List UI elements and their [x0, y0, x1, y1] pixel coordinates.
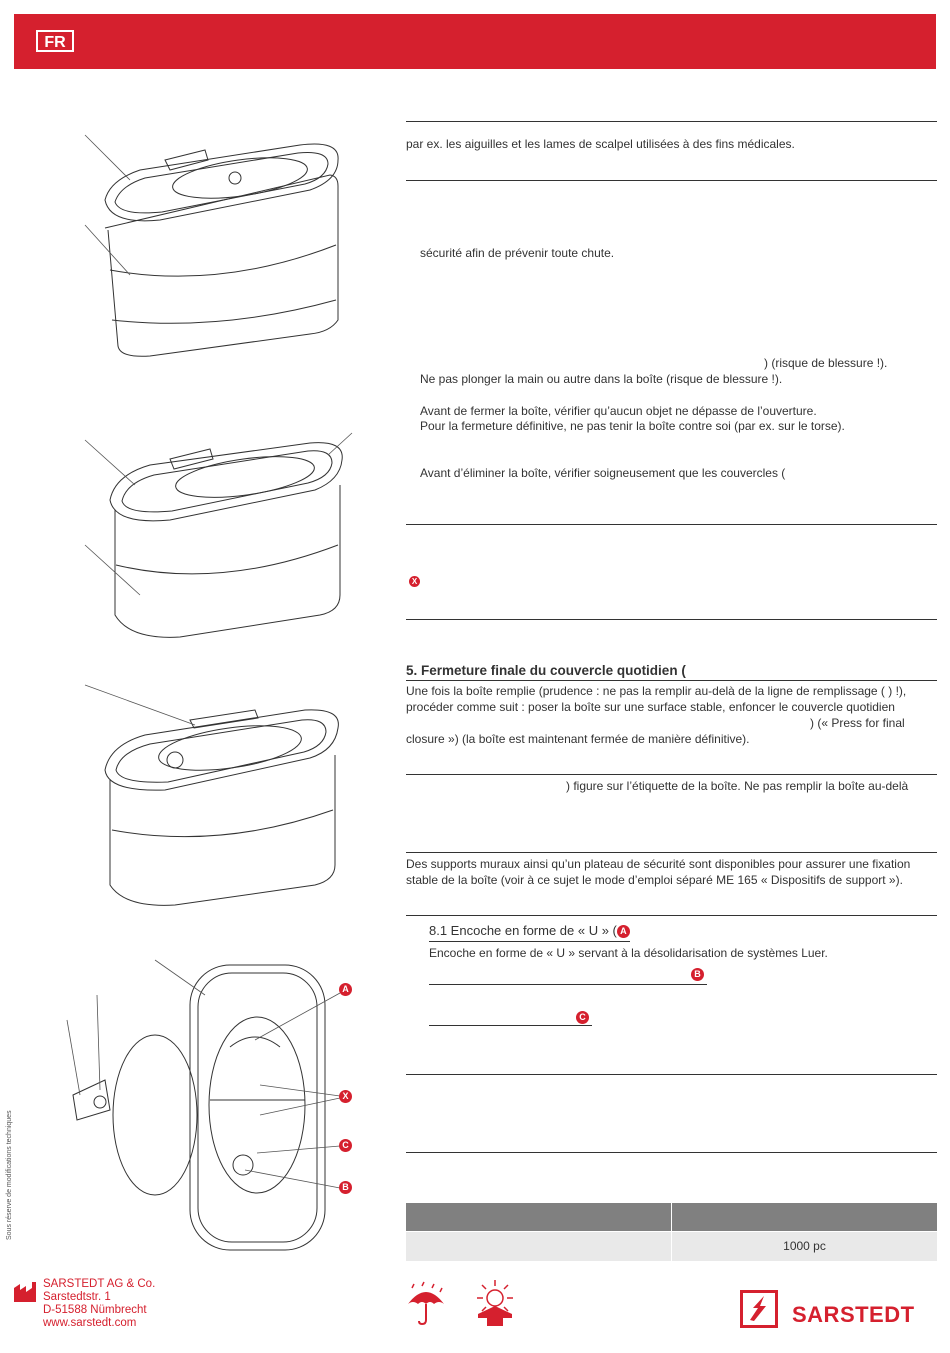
section-divider — [406, 680, 937, 681]
sarstedt-logo-icon — [740, 1290, 778, 1328]
section5-text: procéder comme suit : poser la boîte sur une surface stable, enfoncer le couvercle quotidien — [406, 700, 895, 714]
section-divider — [406, 915, 937, 916]
section-divider — [406, 619, 937, 620]
table-header-cell — [672, 1203, 937, 1231]
section1-text: par ex. les aiguilles et les lames de scalpel utilisées à des fins médicales. — [406, 137, 795, 151]
brand-name: SARSTEDT — [792, 1302, 915, 1327]
section5-text: ) (« Press for final — [810, 716, 905, 730]
illustration-top-view — [55, 955, 365, 1255]
badge-c: C — [576, 1011, 589, 1024]
website[interactable]: www.sarstedt.com — [43, 1317, 137, 1329]
section7-text: stable de la boîte (voir à ce sujet le mode d’emploi séparé ME 165 « Dispositifs de support »). — [406, 873, 903, 887]
subsection-8-2-underline — [429, 984, 707, 985]
section2-text: Ne pas plonger la main ou autre dans la boîte (risque de blessure !). — [420, 372, 783, 386]
section-divider — [406, 1152, 937, 1153]
subsection-8-1-title-text: 8.1 Encoche en forme de « U » ( — [429, 923, 617, 938]
section2-text: Pour la fermeture définitive, ne pas tenir la boîte contre soi (par ex. sur le torse). — [420, 419, 845, 433]
header-bar — [14, 14, 936, 69]
street: Sarstedtstr. 1 — [43, 1291, 111, 1303]
company-name: SARSTEDT AG & Co. — [43, 1278, 156, 1290]
section4-badge-x: X — [409, 576, 420, 587]
language-badge: FR — [36, 30, 74, 52]
section2-text: Avant d’éliminer la boîte, vérifier soigneusement que les couvercles ( — [420, 466, 786, 480]
subsection-8-3-underline — [429, 1025, 592, 1026]
illustration-box-closed — [70, 415, 360, 645]
manufacturer-icon — [14, 1282, 38, 1302]
section5-text: closure ») (la boîte est maintenant fermée de manière définitive). — [406, 732, 750, 746]
illustration-final-closure — [80, 680, 360, 910]
section2-text: ) (risque de blessure !). — [764, 356, 888, 370]
table-cell-quantity: 1000 pc — [672, 1232, 937, 1261]
section7-text: Des supports muraux ainsi qu’un plateau de sécurité sont disponibles pour assurer une fixation — [406, 857, 911, 871]
sidenote-text: Sous réserve de modifications techniques — [6, 1110, 13, 1240]
badge-b: B — [691, 968, 704, 981]
callout-badge-c: C — [339, 1139, 352, 1152]
callout-badge-b: B — [339, 1181, 352, 1194]
section-divider — [406, 852, 937, 853]
callout-badge-a: A — [339, 983, 352, 996]
section5-text: Une fois la boîte remplie (prudence : ne pas la remplir au-delà de la ligne de remplissage ( ) !), — [406, 684, 907, 698]
section-divider — [406, 774, 937, 775]
keep-away-from-sunlight-icon — [470, 1278, 520, 1328]
section2-text: Avant de fermer la boîte, vérifier qu’aucun objet ne dépasse de l’ouverture. — [420, 404, 817, 418]
table-header-cell — [406, 1203, 671, 1231]
badge-a: A — [617, 925, 630, 938]
section-divider — [406, 524, 937, 525]
callout-badge-x: X — [339, 1090, 352, 1103]
illustration-box-open-lid — [70, 120, 360, 380]
city: D-51588 Nümbrecht — [43, 1304, 147, 1316]
section6-text: ) figure sur l’étiquette de la boîte. Ne pas remplir la boîte au-delà — [566, 779, 909, 793]
keep-dry-icon — [404, 1280, 448, 1326]
section2-text: sécurité afin de prévenir toute chute. — [420, 246, 615, 260]
table-cell — [406, 1232, 671, 1261]
section-divider — [406, 121, 937, 122]
section-divider — [406, 180, 937, 181]
section-divider — [406, 1074, 937, 1075]
subsection-8-1-text: Encoche en forme de « U » servant à la désolidarisation de systèmes Luer. — [429, 946, 828, 960]
footer-address — [43, 1278, 155, 1330]
subsection-8-1-title — [429, 923, 630, 942]
section5-title: 5. Fermeture finale du couvercle quotidien ( — [406, 663, 686, 678]
